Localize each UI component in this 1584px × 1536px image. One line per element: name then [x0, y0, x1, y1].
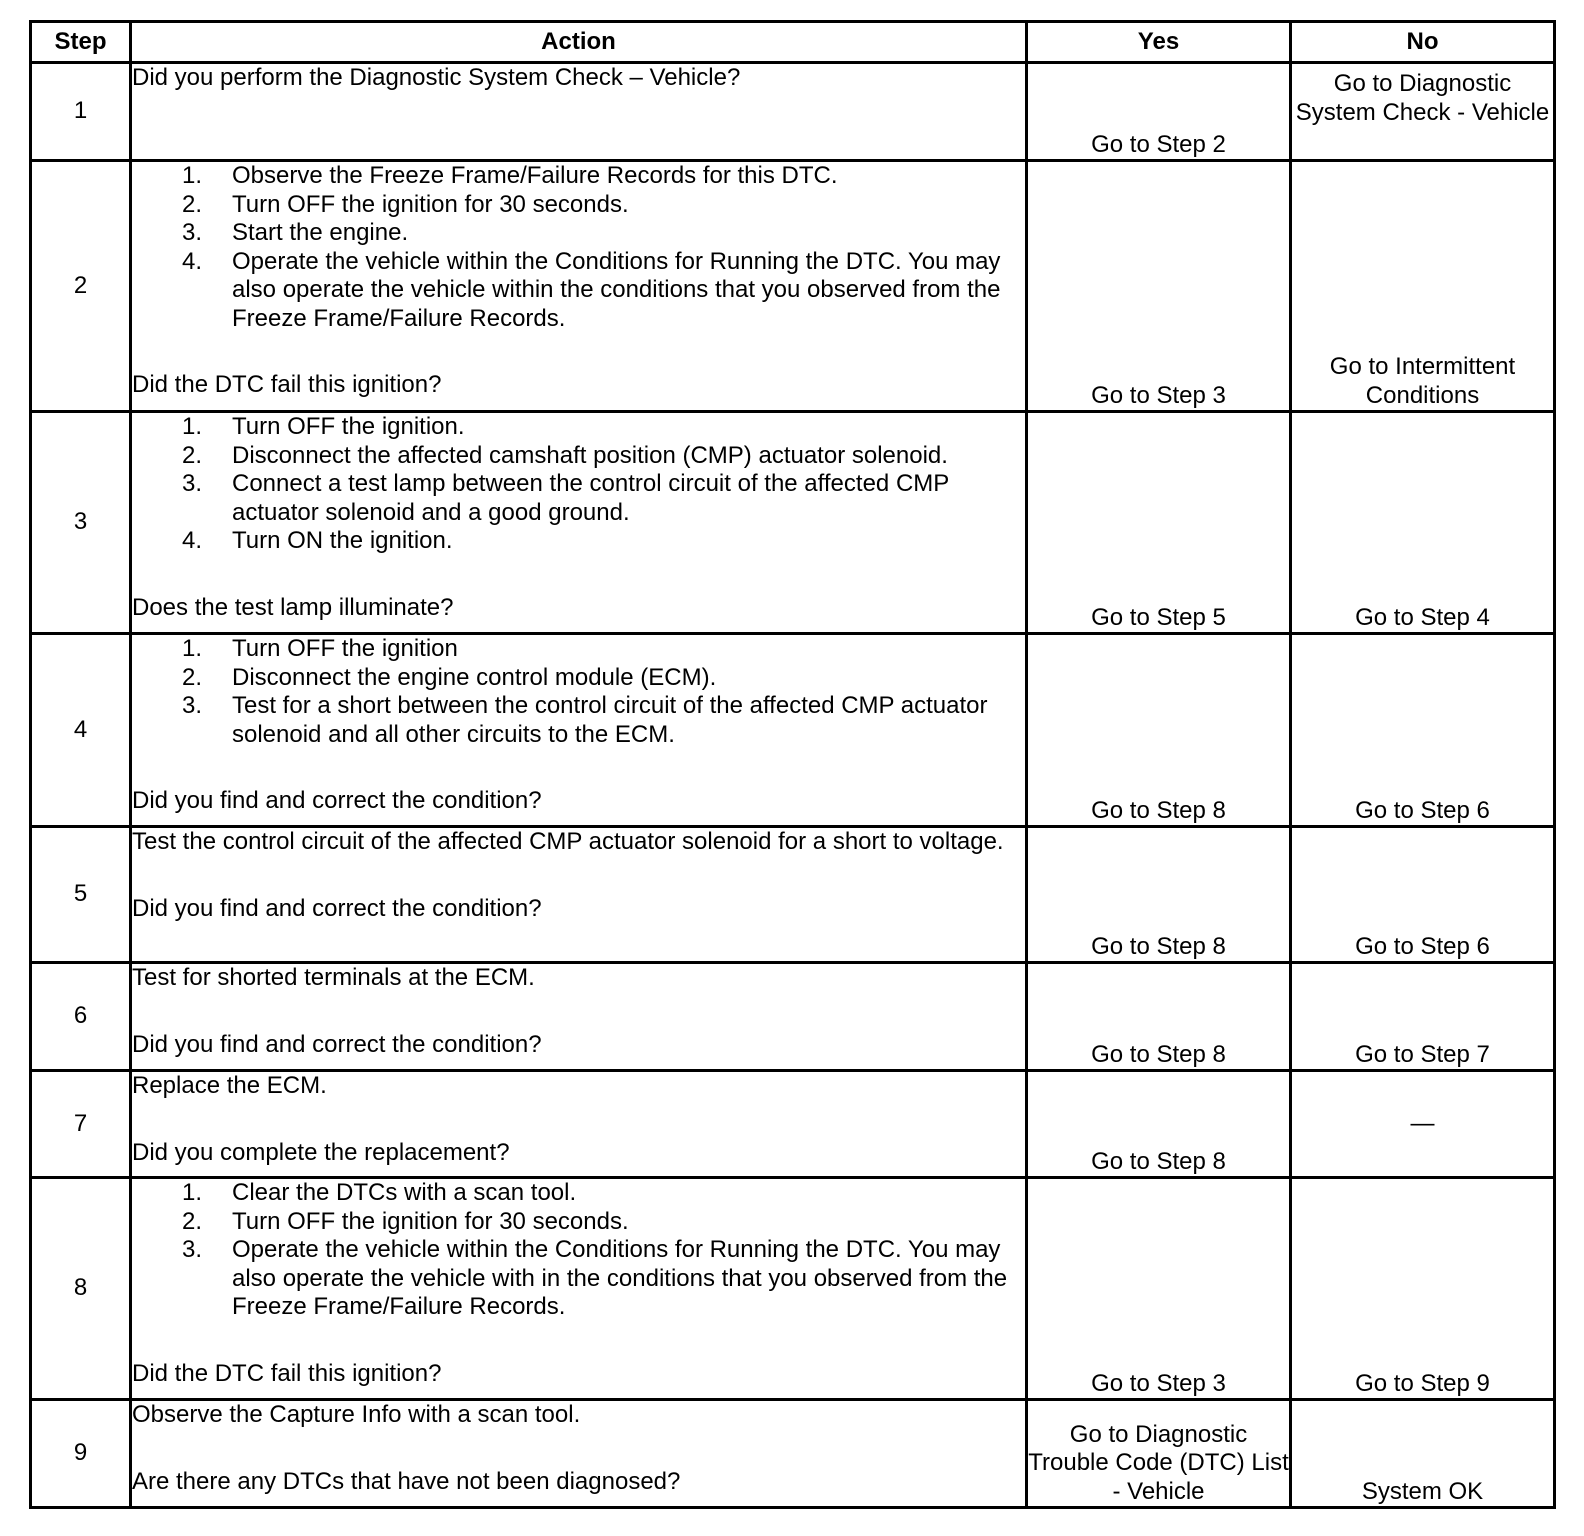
action-question: Did you find and correct the condition? — [132, 1030, 542, 1058]
no-cell: Go to Intermittent Conditions — [1291, 161, 1555, 412]
action-cell — [131, 1071, 1027, 1178]
table-row — [31, 1071, 1555, 1178]
step-number: 8 — [31, 1178, 131, 1400]
action-step-item: 4. Operate the vehicle within the Conditions for Running the DTC. You may also operate the vehicle within the conditions that you observed from the Freeze Frame/Failure Records. — [182, 247, 1001, 332]
action-step-item: 4. Turn ON the ignition. — [182, 527, 453, 554]
action-cell — [131, 827, 1027, 963]
table-row — [31, 1178, 1555, 1400]
diagnostic-table — [29, 20, 1556, 1509]
action-question: Did you find and correct the condition? — [132, 787, 542, 814]
header-step: Step — [31, 22, 131, 63]
header-action: Action — [131, 22, 1027, 63]
action-question: Did the DTC fail this ignition? — [132, 371, 442, 398]
table-row — [31, 412, 1555, 634]
no-cell: Go to Diagnostic System Check - Vehicle — [1291, 63, 1555, 161]
action-question: Are there any DTCs that have not been diagnosed? — [132, 1467, 681, 1495]
action-step-item: 1. Turn OFF the ignition — [182, 635, 458, 662]
action-question: Did you complete the replacement? — [132, 1138, 510, 1166]
action-step-item: 1. Observe the Freeze Frame/Failure Records for this DTC. — [182, 162, 838, 189]
no-cell: Go to Step 6 — [1291, 827, 1555, 963]
yes-cell: Go to Step 3 — [1027, 1178, 1291, 1400]
table-row — [31, 827, 1555, 963]
step-number: 5 — [31, 827, 131, 963]
action-step-item: 3. Start the engine. — [182, 219, 409, 246]
action-cell — [131, 1400, 1027, 1508]
table-row — [31, 161, 1555, 412]
no-cell: System OK — [1291, 1400, 1555, 1508]
table-row — [31, 63, 1555, 161]
action-steps-list — [132, 1179, 1025, 1322]
yes-cell: Go to Step 8 — [1027, 963, 1291, 1071]
yes-cell: Go to Diagnostic Trouble Code (DTC) List - Vehicle — [1027, 1400, 1291, 1508]
action-cell — [131, 412, 1027, 634]
action-question: Does the test lamp illuminate? — [132, 593, 454, 621]
action-text: Observe the Capture Info with a scan tool. — [132, 1401, 581, 1428]
action-step-item: 2. Disconnect the engine control module (ECM). — [182, 663, 717, 691]
action-cell — [131, 634, 1027, 827]
yes-cell: Go to Step 8 — [1027, 634, 1291, 827]
table-row — [31, 963, 1555, 1071]
action-question: Did you find and correct the condition? — [132, 894, 542, 922]
action-cell — [131, 1178, 1027, 1400]
table-row — [31, 1400, 1555, 1508]
action-step-item: 3. Operate the vehicle within the Conditions for Running the DTC. You may also operate the vehicle with in the conditions that you observed from the Freeze Frame/Failure Records. — [182, 1236, 1008, 1320]
action-text: Test the control circuit of the affected CMP actuator solenoid for a short to voltage. — [132, 828, 1004, 855]
action-step-item: 2. Turn OFF the ignition for 30 seconds. — [182, 190, 629, 218]
action-step-item: 2. Disconnect the affected camshaft position (CMP) actuator solenoid. — [182, 441, 948, 469]
action-text: Test for shorted terminals at the ECM. — [132, 964, 535, 991]
action-cell — [131, 63, 1027, 161]
yes-cell: Go to Step 8 — [1027, 827, 1291, 963]
action-step-item: 1. Turn OFF the ignition. — [182, 413, 465, 440]
no-cell: Go to Step 4 — [1291, 412, 1555, 634]
yes-cell: Go to Step 3 — [1027, 161, 1291, 412]
no-cell: Go to Step 7 — [1291, 963, 1555, 1071]
step-number: 3 — [31, 412, 131, 634]
action-text: Did you perform the Diagnostic System Check – Vehicle? — [132, 64, 741, 91]
step-number: 6 — [31, 963, 131, 1071]
header-no: No — [1291, 22, 1555, 63]
header-row — [31, 22, 1555, 63]
action-steps-list — [132, 413, 1025, 556]
yes-cell: Go to Step 8 — [1027, 1071, 1291, 1178]
action-step-item: 2. Turn OFF the ignition for 30 seconds. — [182, 1207, 629, 1235]
action-cell — [131, 963, 1027, 1071]
yes-cell: Go to Step 5 — [1027, 412, 1291, 634]
action-step-item: 3. Connect a test lamp between the control circuit of the affected CMP actuator solenoid and a good ground. — [182, 470, 949, 526]
no-cell: Go to Step 6 — [1291, 634, 1555, 827]
table-row — [31, 634, 1555, 827]
action-steps-list — [132, 635, 1025, 749]
action-step-item: 1. Clear the DTCs with a scan tool. — [182, 1179, 577, 1206]
step-number: 9 — [31, 1400, 131, 1508]
action-steps-list — [132, 162, 1025, 333]
action-cell — [131, 161, 1027, 412]
yes-cell: Go to Step 2 — [1027, 63, 1291, 161]
action-step-item: 3. Test for a short between the control circuit of the affected CMP actuator solenoid and all other circuits to the ECM. — [182, 692, 988, 748]
step-number: 7 — [31, 1071, 131, 1178]
step-number: 2 — [31, 161, 131, 412]
no-cell: — — [1291, 1071, 1555, 1178]
action-text: Replace the ECM. — [132, 1072, 327, 1099]
action-question: Did the DTC fail this ignition? — [132, 1359, 442, 1387]
step-number: 4 — [31, 634, 131, 827]
no-cell: Go to Step 9 — [1291, 1178, 1555, 1400]
step-number: 1 — [31, 63, 131, 161]
header-yes: Yes — [1027, 22, 1291, 63]
